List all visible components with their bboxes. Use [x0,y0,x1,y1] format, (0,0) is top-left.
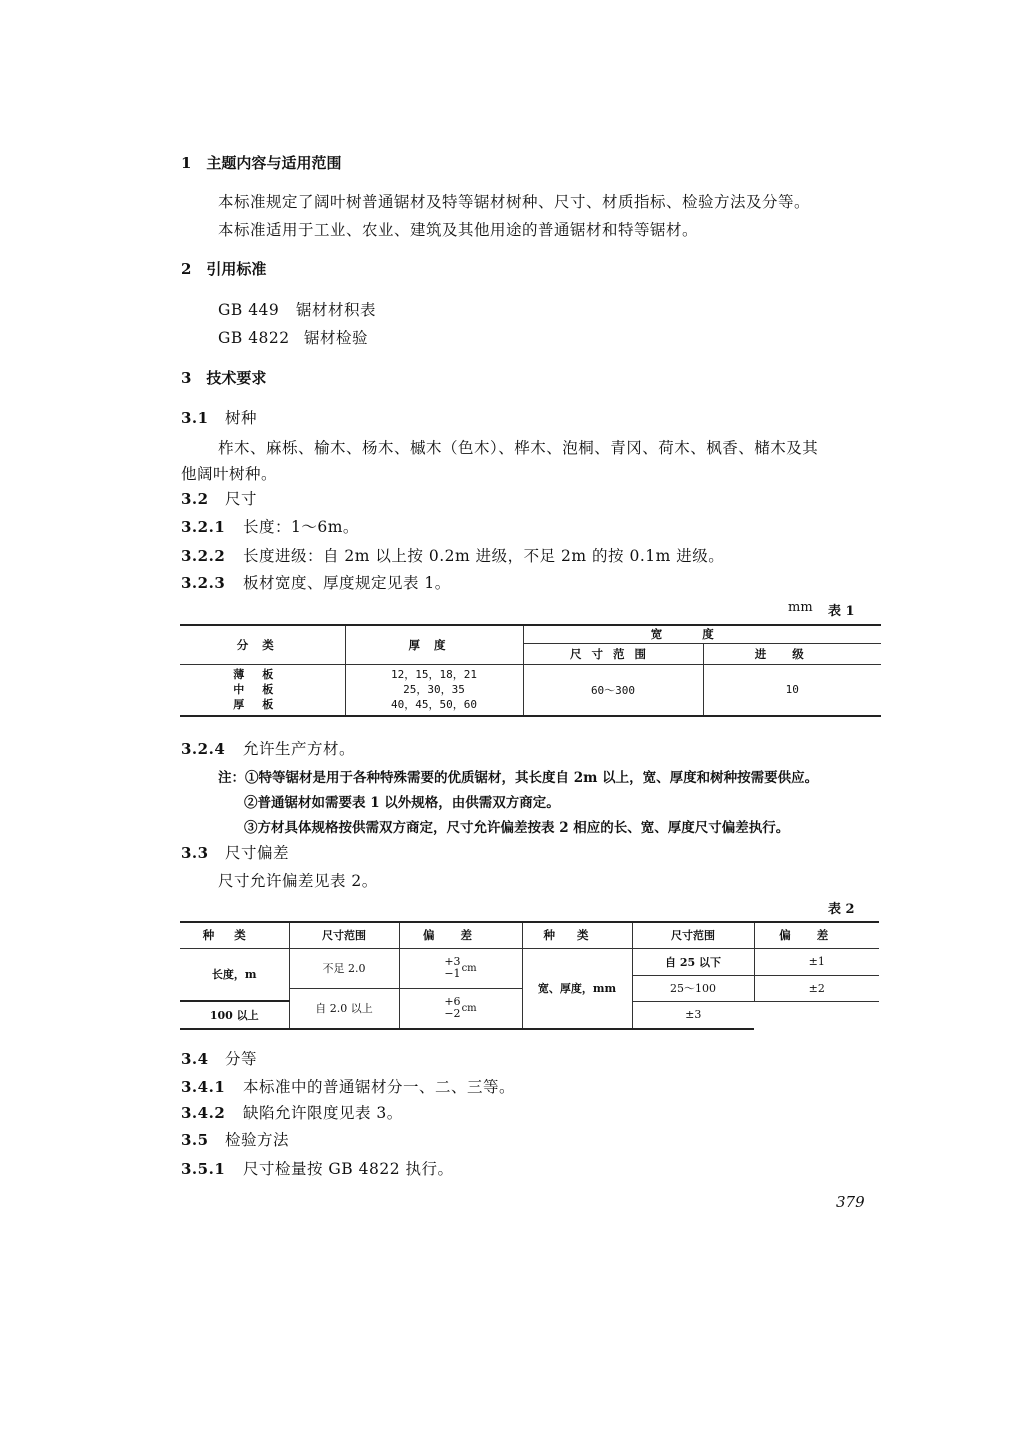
clause-number: 3.4.1 [181,1078,226,1096]
species-list-line-1: 柞木、麻栎、榆木、杨木、槭木（色木）、桦木、泡桐、青冈、荷木、枫香、槠木及其 [218,439,819,457]
table-2-wt-range-1: 自 25 以下 [632,948,754,975]
species-list-line-2: 他阔叶树种。 [181,465,278,483]
table-2-length-deviation-2 [399,988,522,1029]
table-1-header-width-range: 尺寸范围 [523,643,703,664]
clause-3-3-text: 尺寸允许偏差见表 2。 [218,872,378,890]
reference-item-gb4822 [218,326,368,348]
table-2-length-range-1: 不足 2.0 [289,948,399,988]
clause-text: 缺陷允许限度见表 3。 [243,1104,403,1122]
subsection-title: 尺寸 [225,490,258,508]
deviation-minus: −1 [444,967,461,980]
table-1-thickness-medium: 25，30，35 [403,683,465,697]
clause-text: 长度进级：自 2m 以上按 0.2m 进级，不足 2m 的按 0.1m 进级。 [243,547,725,565]
table-2-header-deviation-1: 偏差 [399,922,522,948]
table-2-length-range-2: 自 2.0 以上 [289,988,399,1029]
clause-3-2-2 [181,544,724,566]
clause-number: 3.2.1 [181,518,226,536]
table-1-category-thick: 厚板 [233,698,292,712]
table-1-header-category: 分类 [180,625,345,664]
deviation-unit: cm [461,962,477,974]
deviation-plus: +6 [444,995,461,1009]
table-2-header-kind-1: 种类 [180,922,289,948]
deviation-plus: +3 [444,955,461,968]
table-2-wt-deviation-3: ±3 [632,1001,754,1029]
table-1-header-thickness: 厚度 [345,625,523,664]
subsection-title: 分等 [225,1050,258,1068]
clause-text: 板材宽度、厚度规定见表 1。 [243,574,451,592]
table-1-thickness-thin: 12，15，18，21 [391,668,477,682]
table-2-wt-deviation-1: ±1 [754,948,879,975]
page-number: 379 [836,1193,865,1211]
reference-name: 锯材检验 [304,329,369,347]
note-2: ②普通锯材如需要表 1 以外规格，由供需双方商定。 [244,795,560,811]
clause-number: 3.5.1 [181,1160,226,1178]
subsection-number: 3.4 [181,1050,209,1068]
table-2-header-deviation-2: 偏差 [754,922,879,948]
subsection-title: 尺寸偏差 [225,844,290,862]
section-3-heading: 3 技术要求 [181,369,267,387]
table-1-width-step-value: 10 [703,664,881,716]
reference-name: 锯材材积表 [296,301,377,319]
table-1-unit: mm [788,600,813,615]
note-label: 注： [218,770,245,786]
table-1 [180,624,881,717]
section-1-paragraph-2: 本标准适用于工业、农业、建筑及其他用途的普通锯材和特等锯材。 [218,221,699,239]
reference-code: GB 4822 [218,329,290,347]
table-2-header-range-1: 尺寸范围 [289,922,399,948]
table-2 [180,921,879,1030]
note-3: ③方材具体规格按供需双方商定，尺寸允许偏差按表 2 相应的长、宽、厚度尺寸偏差执行。 [244,820,790,836]
subsection-3-4 [181,1047,257,1069]
deviation-unit: cm [461,1002,477,1014]
subsection-title: 树种 [225,409,258,427]
table-2-width-thickness-label: 宽、厚度，mm [522,948,632,1029]
reference-code: GB 449 [218,301,280,319]
subsection-3-2 [181,487,257,509]
clause-number: 3.2.4 [181,740,226,758]
clause-number: 3.2.2 [181,547,226,565]
table-1-header-width: 宽度 [523,625,881,643]
subsection-3-3 [181,841,289,863]
reference-item-gb449 [218,298,376,320]
subsection-3-5 [181,1128,289,1150]
table-1-header-width-step: 进级 [703,643,881,664]
table-2-wt-deviation-2: ±2 [754,975,879,1001]
section-2-heading: 2 引用标准 [181,260,267,278]
clause-3-4-1 [181,1075,515,1097]
table-1-category-cell [180,664,345,716]
table-1-category-medium: 中板 [233,683,292,697]
table-2-length-label: 长度，m [180,948,289,1001]
subsection-number: 3.3 [181,844,209,862]
subsection-title: 检验方法 [225,1131,290,1149]
subsection-number: 3.2 [181,490,209,508]
table-2-header-kind-2: 种类 [522,922,632,948]
table-2-wt-range-2: 25～100 [632,975,754,1001]
clause-3-2-4 [181,737,355,759]
table-1-thickness-cell [345,664,523,716]
subsection-number: 3.5 [181,1131,209,1149]
table-2-header-range-2: 尺寸范围 [632,922,754,948]
subsection-3-1 [181,406,257,428]
note-1 [218,766,818,786]
clause-text: 长度：1～6m。 [243,518,359,536]
table-2-length-deviation-1 [399,948,522,988]
clause-text: 本标准中的普通锯材分一、二、三等。 [243,1078,516,1096]
section-1-paragraph-1: 本标准规定了阔叶树普通锯材及特等锯材树种、尺寸、材质指标、检验方法及分等。 [218,193,811,211]
clause-text: 允许生产方材。 [243,740,356,758]
table-1-thickness-thick: 40，45，50，60 [391,698,477,712]
table-1-caption: 表 1 [828,604,855,619]
clause-3-5-1 [181,1157,454,1179]
clause-3-2-1 [181,515,359,537]
section-1-heading: 1 主题内容与适用范围 [181,154,342,172]
clause-number: 3.2.3 [181,574,226,592]
table-2-wt-range-3: 100 以上 [180,1001,289,1029]
deviation-minus: −2 [444,1007,461,1021]
clause-text: 尺寸检量按 GB 4822 执行。 [243,1160,454,1178]
table-2-caption: 表 2 [828,902,855,917]
clause-number: 3.4.2 [181,1104,226,1122]
table-1-category-thin: 薄板 [233,668,292,682]
note-text: ①特等锯材是用于各种特殊需要的优质锯材，其长度自 2m 以上，宽、厚度和树种按需要供应。 [245,770,819,786]
clause-3-4-2 [181,1101,403,1123]
subsection-number: 3.1 [181,409,209,427]
clause-3-2-3 [181,571,451,593]
table-1-width-range-value: 60～300 [523,664,703,716]
